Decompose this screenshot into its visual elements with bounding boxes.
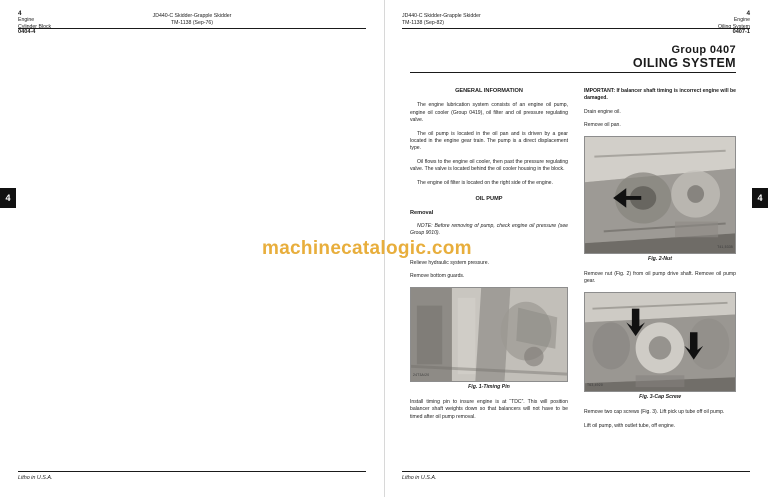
group-rule bbox=[410, 72, 736, 73]
figure-1-image bbox=[411, 288, 567, 381]
figure-1-svg bbox=[411, 288, 567, 381]
right-footer-litho: Litho in U.S.A. bbox=[402, 475, 437, 481]
right-header-title: JD440-C Skidder-Grapple Skidder bbox=[402, 13, 481, 19]
left-header-section-no: 4 bbox=[18, 10, 22, 17]
figure-3-cap-screw-photo bbox=[584, 292, 736, 392]
right-header-section: Engine bbox=[733, 17, 750, 23]
left-page-tab: 4 bbox=[0, 188, 16, 208]
left-page-col-2 bbox=[192, 40, 366, 461]
right-page-footer bbox=[402, 471, 750, 481]
left-header-rule bbox=[18, 28, 366, 29]
lift-oil-pump-step: Lift oil pump, with outlet tube, off engine. bbox=[584, 422, 676, 429]
general-info-p4: The engine oil filter is located on the right side of the engine. bbox=[417, 179, 553, 186]
right-header-page-number: 0407-1 bbox=[732, 29, 750, 35]
group-title bbox=[410, 44, 736, 73]
timing-pin-step: Install timing pin to insure engine is at “TDC”. This will position balancer shaft weights down so that balancers will not have to be timed after oil pump removal. bbox=[410, 398, 568, 420]
page-divider bbox=[384, 0, 385, 497]
figure-2-caption: Fig. 2-Nut bbox=[648, 255, 672, 262]
figure-3-stamp: T63,4920 bbox=[587, 383, 603, 388]
right-page-col-2 bbox=[576, 88, 750, 461]
right-page-header bbox=[402, 10, 750, 36]
general-info-p1: The engine lubrication system consists of an engine oil pump, engine oil cooler (Group 0419), oil filter and oil pressure regulating valve. bbox=[410, 102, 568, 124]
right-header-left bbox=[402, 13, 481, 27]
left-header-section: Engine bbox=[18, 17, 35, 23]
drain-oil-step: Drain engine oil. bbox=[584, 108, 621, 115]
general-information-heading: GENERAL INFORMATION bbox=[455, 88, 523, 94]
remove-nut-step: Remove nut (Fig. 2) from oil pump drive shaft. Remove oil pump gear. bbox=[584, 271, 736, 285]
important-note: IMPORTANT: If balancer shaft timing is incorrect engine will be damaged. bbox=[584, 88, 736, 102]
remove-guards-step: Remove bottom guards. bbox=[410, 273, 465, 280]
group-number: Group 0407 bbox=[671, 44, 736, 56]
left-header-title: JD440-C Skidder-Grapple Skidder bbox=[152, 13, 232, 19]
right-page-columns bbox=[402, 88, 750, 461]
left-header-manual: TM-1138 (Sep-76) bbox=[171, 20, 213, 26]
general-info-p3: Oil flows to the engine oil cooler, then past the pressure regulating valve. The valve is located behind the oil cooler housing in the block. bbox=[410, 158, 568, 173]
right-header-manual: TM-1138 (Sep-82) bbox=[402, 20, 444, 26]
left-header-center bbox=[153, 13, 232, 27]
oil-pump-heading: OIL PUMP bbox=[475, 196, 503, 203]
left-page-col-1 bbox=[18, 40, 192, 461]
left-footer-rule bbox=[18, 471, 366, 472]
left-header-subsection: Cylinder Block bbox=[18, 24, 52, 30]
removal-heading: Removal bbox=[410, 210, 434, 217]
left-header-page-number: 0404-4 bbox=[18, 29, 36, 35]
right-page-tab: 4 bbox=[752, 188, 768, 208]
figure-2-arrow-icon bbox=[585, 137, 735, 253]
group-name: OILING SYSTEM bbox=[632, 56, 736, 70]
removal-note: NOTE: Before removing of pump, check engine oil pressure (see Group 9010). bbox=[410, 222, 568, 237]
left-page-content bbox=[18, 10, 366, 487]
right-header-rule bbox=[402, 28, 750, 29]
right-header-section-no: 4 bbox=[746, 10, 750, 17]
figure-1-caption: Fig. 1-Timing Pin bbox=[468, 383, 510, 390]
figure-1-stamp: 24T3A/20 bbox=[413, 373, 430, 378]
group-title-block bbox=[410, 44, 736, 87]
figure-3-arrow-icons bbox=[585, 293, 735, 391]
right-page-col-1 bbox=[402, 88, 576, 461]
relieve-pressure-step: Relieve hydraulic system pressure. bbox=[410, 259, 489, 266]
figure-2-stamp: T41,5335 bbox=[717, 245, 733, 250]
right-footer-rule bbox=[402, 471, 750, 472]
remove-cap-screws-step: Remove two cap screws (Fig. 3). Lift pick up tube off oil pump. bbox=[584, 409, 725, 416]
left-page-header bbox=[18, 10, 366, 36]
figure-1-timing-pin-photo bbox=[410, 287, 568, 382]
right-header-subsection: Oiling System bbox=[718, 24, 750, 30]
figure-2-image bbox=[585, 137, 735, 253]
left-page-columns bbox=[18, 40, 366, 461]
right-page bbox=[384, 0, 768, 497]
figure-3-image bbox=[585, 293, 735, 391]
general-info-p2: The oil pump is located in the oil pan and is driven by a gear located in the engine gear train. The pump is a direct displacement type. bbox=[410, 130, 568, 152]
left-footer-litho: Litho in U.S.A. bbox=[18, 475, 53, 481]
left-page-footer bbox=[18, 471, 366, 481]
right-page-content bbox=[402, 10, 750, 487]
watermark: machinecatalogic.com bbox=[262, 238, 472, 259]
figure-3-caption: Fig. 3-Cap Screw bbox=[639, 393, 681, 400]
remove-pan-step: Remove oil pan. bbox=[584, 122, 621, 129]
figure-2-nut-photo bbox=[584, 136, 736, 254]
